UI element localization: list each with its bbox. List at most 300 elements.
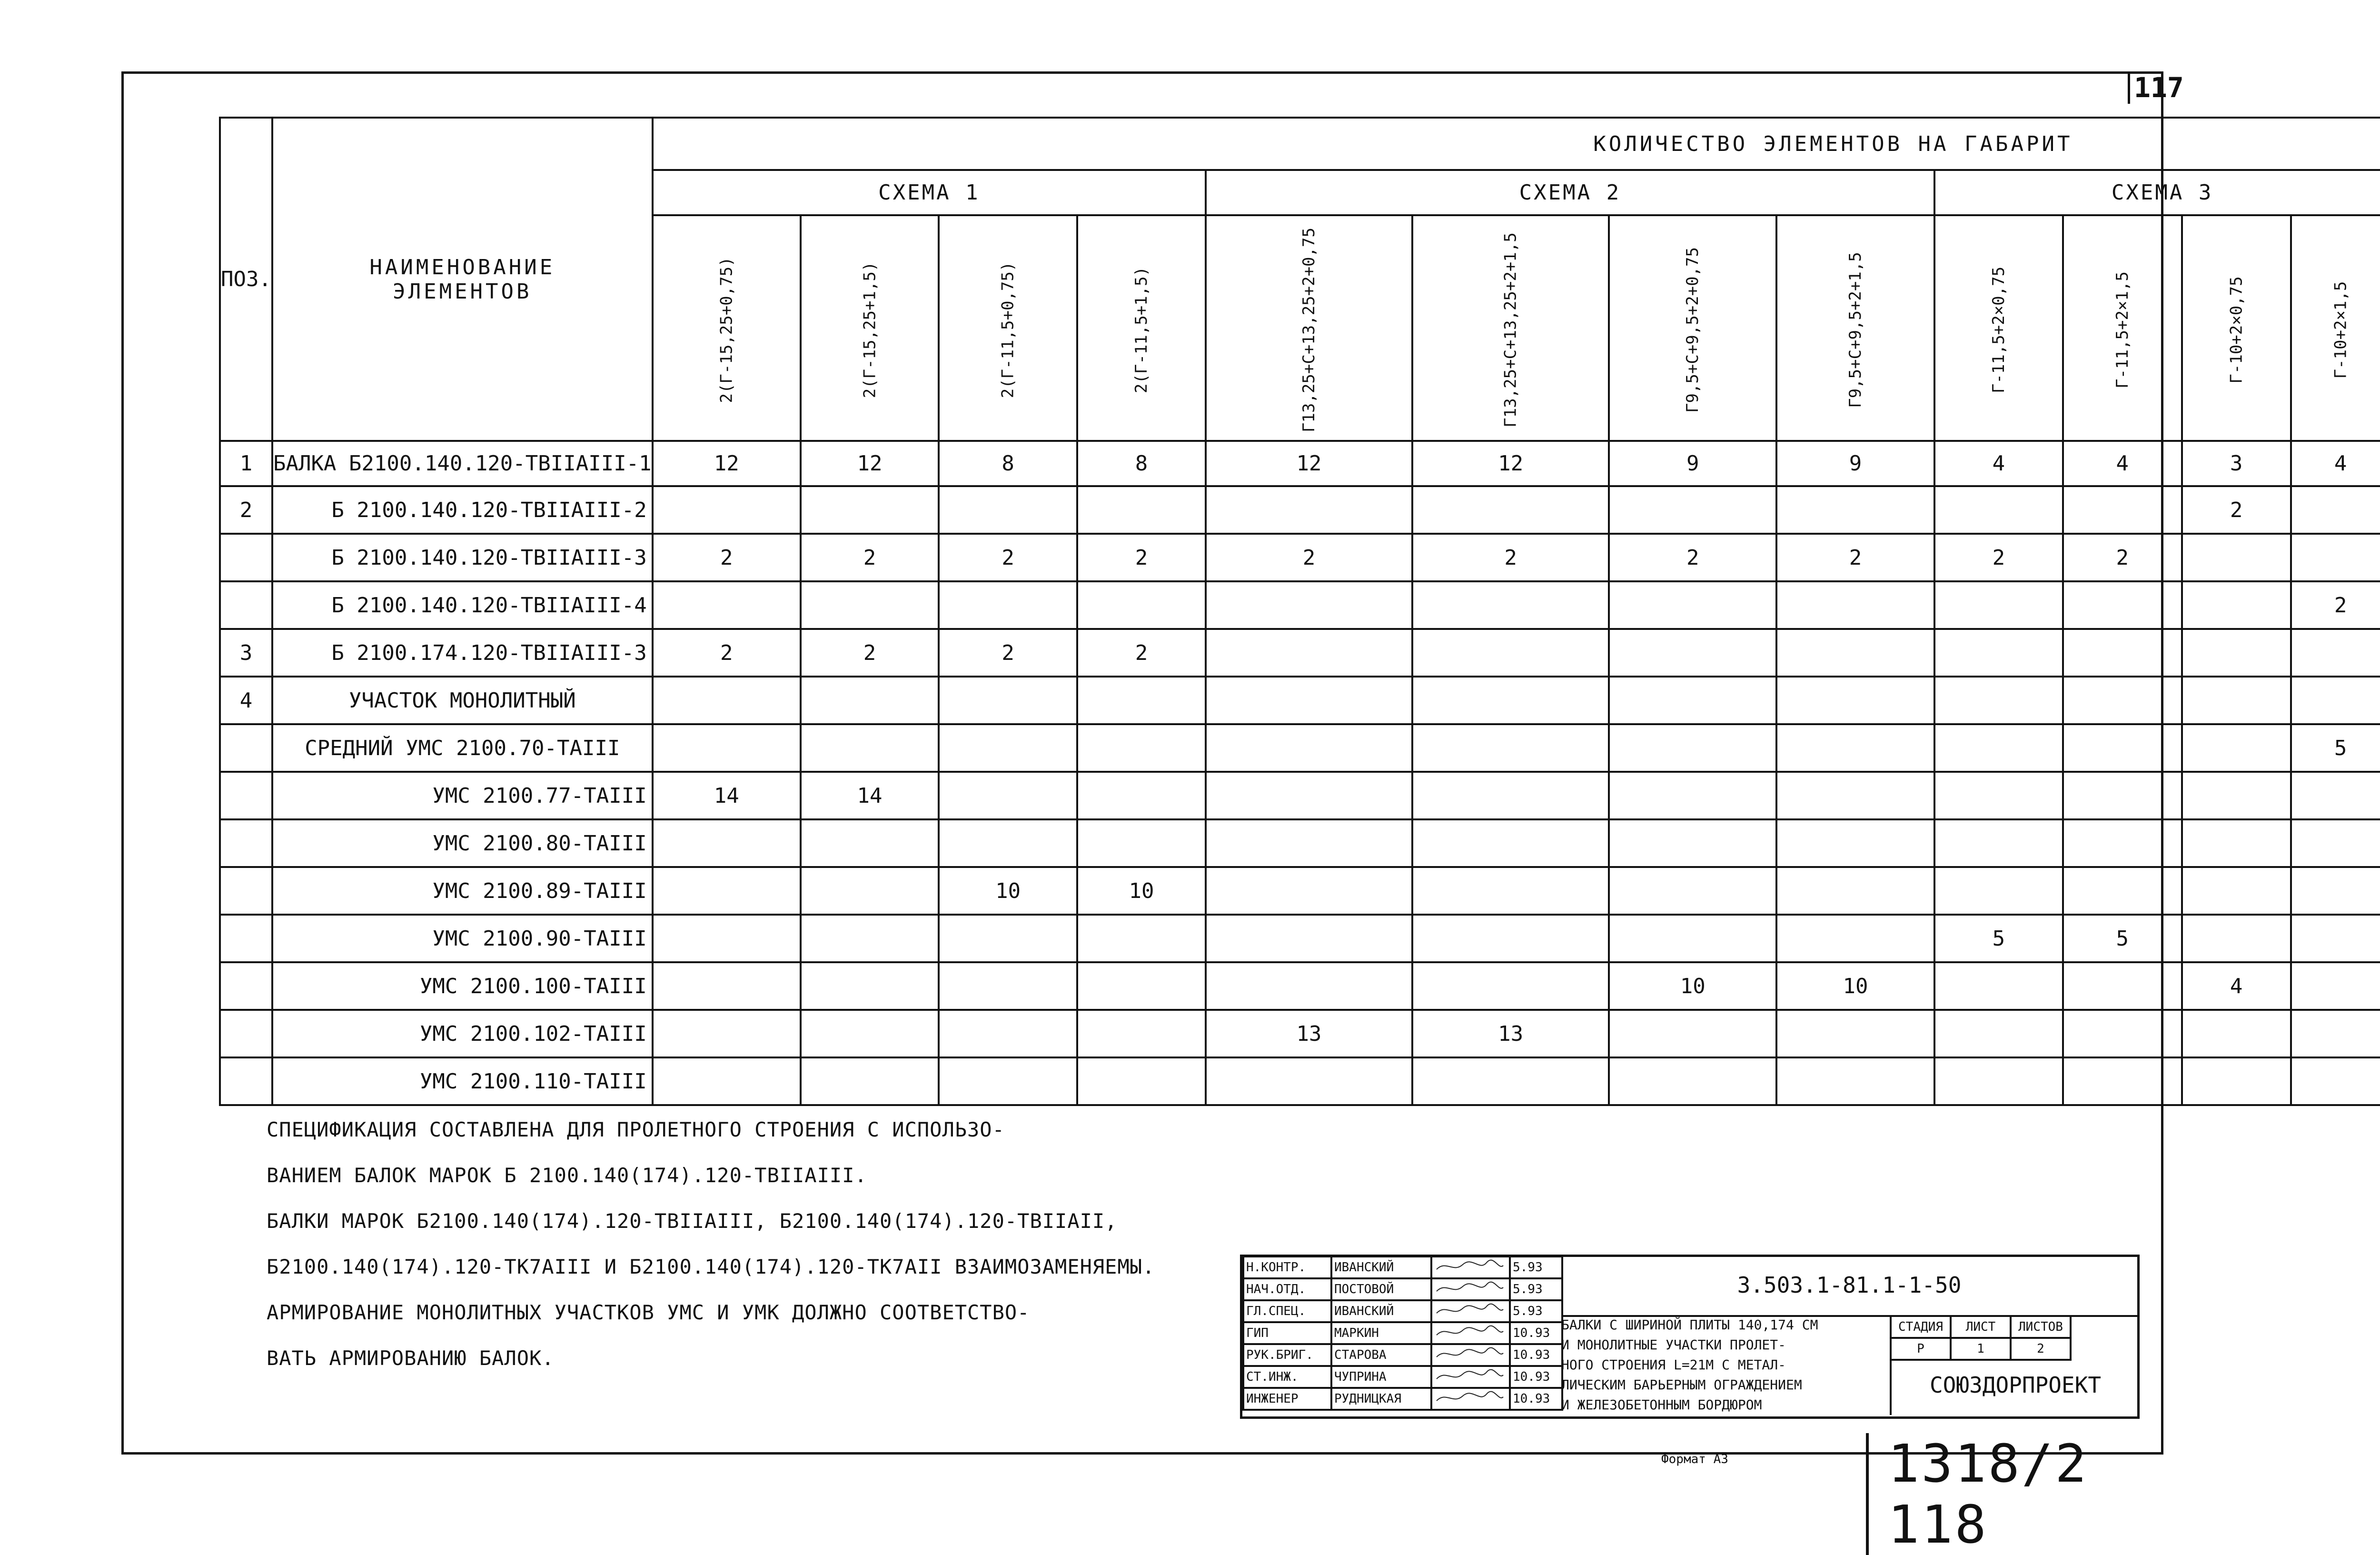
signature-scribble	[1434, 1390, 1506, 1405]
table-row	[220, 915, 2380, 962]
column-header	[2063, 215, 2182, 441]
count-cell: 2	[653, 534, 801, 581]
signer-row	[1243, 1256, 1562, 1278]
count-cell	[2182, 1057, 2291, 1105]
count-cell	[2291, 819, 2380, 867]
signer-date: 5.93	[1510, 1278, 1562, 1300]
count-cell: 2	[2182, 486, 2291, 534]
count-cell	[1077, 962, 1206, 1010]
count-cell	[2063, 486, 2182, 534]
row-name: УМС 2100.110-ТАIII	[272, 1057, 653, 1105]
title-line: ЛИЧЕСКИМ БАРЬЕРНЫМ ОГРАЖДЕНИЕМ	[1561, 1377, 1802, 1393]
count-cell	[801, 867, 939, 915]
count-cell	[1077, 724, 1206, 772]
count-cell	[1609, 1010, 1776, 1057]
count-cell	[939, 724, 1077, 772]
row-pos	[220, 1010, 272, 1057]
format-label: Формат А3	[1661, 1452, 1728, 1466]
count-cell	[653, 724, 801, 772]
note-line: СПЕЦИФИКАЦИЯ СОСТАВЛЕНА ДЛЯ ПРОЛЕТНОГО СТРОЕНИЯ С ИСПОЛЬЗО-	[267, 1118, 1005, 1141]
signer-date: 10.93	[1510, 1388, 1562, 1410]
signer-role: ГИП	[1243, 1322, 1331, 1344]
count-cell: 2	[1077, 534, 1206, 581]
count-cell	[653, 486, 801, 534]
table-row	[220, 441, 2380, 486]
count-cell	[939, 1010, 1077, 1057]
column-header-text: Г9,5+С+9,5+2+1,5	[1846, 251, 1865, 408]
count-cell	[2182, 1010, 2291, 1057]
count-cell	[1206, 581, 1412, 629]
sheet-number: 1318/2 118	[1866, 1433, 2176, 1555]
count-cell: 4	[2291, 441, 2380, 486]
column-header-text: Г-10+2×0,75	[2227, 276, 2246, 384]
count-cell	[1776, 915, 1934, 962]
count-cell: 2	[939, 629, 1077, 677]
row-name: УМС 2100.77-ТАIII	[272, 772, 653, 819]
count-cell	[1776, 581, 1934, 629]
row-name: УЧАСТОК МОНОЛИТНЫЙ	[272, 677, 653, 724]
signer-role: ГЛ.СПЕЦ.	[1243, 1300, 1331, 1322]
signer-name: РУДНИЦКАЯ	[1331, 1388, 1431, 1410]
count-cell	[2291, 962, 2380, 1010]
scheme-1-header: СХЕМА 1	[653, 170, 1206, 215]
stage-label: СТАДИЯ	[1891, 1316, 1951, 1338]
count-cell	[1206, 962, 1412, 1010]
count-cell	[2063, 677, 2182, 724]
title-line: БАЛКИ С ШИРИНОЙ ПЛИТЫ 140,174 СМ	[1561, 1317, 1818, 1333]
count-cell	[2182, 915, 2291, 962]
column-header	[2182, 215, 2291, 441]
count-cell	[801, 962, 939, 1010]
table-row	[220, 867, 2380, 915]
count-cell: 5	[2063, 915, 2182, 962]
count-cell	[653, 962, 801, 1010]
count-cell: 2	[1412, 534, 1609, 581]
table-row	[220, 819, 2380, 867]
count-cell: 10	[1776, 962, 1934, 1010]
count-cell	[2182, 724, 2291, 772]
count-cell	[1412, 724, 1609, 772]
title-line: НОГО СТРОЕНИЯ L=21М С МЕТАЛ-	[1561, 1357, 1786, 1373]
table-row	[220, 724, 2380, 772]
count-cell	[1934, 819, 2063, 867]
title-line: И ЖЕЛЕЗОБЕТОННЫМ БОРДЮРОМ	[1561, 1397, 1762, 1413]
count-cell	[1077, 1057, 1206, 1105]
count-cell	[801, 724, 939, 772]
signer-date: 10.93	[1510, 1344, 1562, 1366]
count-cell	[2063, 629, 2182, 677]
column-header	[1609, 215, 1776, 441]
count-cell	[1934, 677, 2063, 724]
count-cell	[801, 677, 939, 724]
name-header: НАИМЕНОВАНИЕ ЭЛЕМЕНТОВ	[272, 118, 653, 441]
signer-date: 10.93	[1510, 1322, 1562, 1344]
count-cell	[2063, 581, 2182, 629]
count-cell: 2	[653, 629, 801, 677]
count-cell	[1412, 1057, 1609, 1105]
stage-table	[1890, 1315, 2072, 1361]
count-cell: 2	[2291, 581, 2380, 629]
count-cell	[939, 772, 1077, 819]
signer-date: 5.93	[1510, 1256, 1562, 1278]
count-cell: 2	[1609, 534, 1776, 581]
row-name: БАЛКА Б2100.140.120-ТВIIАIII-1	[272, 441, 653, 486]
count-cell: 13	[1206, 1010, 1412, 1057]
count-cell	[1412, 915, 1609, 962]
column-header-text: Г13,25+С+13,25+2+1,5	[1501, 232, 1520, 428]
row-pos	[220, 724, 272, 772]
table-row	[220, 534, 2380, 581]
count-cell	[1934, 772, 2063, 819]
signature	[1431, 1256, 1510, 1278]
table-row	[220, 1057, 2380, 1105]
count-cell	[2291, 677, 2380, 724]
count-cell: 4	[2182, 962, 2291, 1010]
count-cell	[653, 1010, 801, 1057]
count-cell	[939, 819, 1077, 867]
count-cell	[2291, 486, 2380, 534]
count-cell	[1609, 819, 1776, 867]
count-cell	[1609, 1057, 1776, 1105]
signer-row	[1243, 1278, 1562, 1300]
count-cell: 4	[2063, 441, 2182, 486]
count-cell	[2291, 1057, 2380, 1105]
signature	[1431, 1344, 1510, 1366]
count-cell: 12	[801, 441, 939, 486]
count-cell	[2291, 772, 2380, 819]
column-header-text: 2(Г-11,5+1,5)	[1131, 266, 1151, 393]
count-cell: 8	[1077, 441, 1206, 486]
column-header	[801, 215, 939, 441]
count-cell	[1412, 962, 1609, 1010]
note-line: БАЛКИ МАРОК Б2100.140(174).120-ТВIIАIII, Б2100.140(174).120-ТВIIАII,	[267, 1209, 1118, 1233]
count-cell	[1609, 677, 1776, 724]
column-header	[1206, 215, 1412, 441]
count-cell	[1934, 724, 2063, 772]
count-cell	[801, 581, 939, 629]
signer-role: Н.КОНТР.	[1243, 1256, 1331, 1278]
column-header	[939, 215, 1077, 441]
count-cell	[1412, 629, 1609, 677]
count-cell: 2	[801, 629, 939, 677]
row-pos	[220, 819, 272, 867]
column-header-text: Г-11,5+2×1,5	[2112, 271, 2132, 389]
count-cell	[1776, 724, 1934, 772]
sheets-value: 2	[2011, 1338, 2071, 1360]
count-cell	[1412, 819, 1609, 867]
count-cell	[939, 962, 1077, 1010]
count-cell	[1934, 962, 2063, 1010]
count-cell	[653, 1057, 801, 1105]
column-header	[2291, 215, 2380, 441]
count-cell	[1609, 486, 1776, 534]
column-header	[1934, 215, 2063, 441]
row-pos	[220, 962, 272, 1010]
signer-date: 5.93	[1510, 1300, 1562, 1322]
count-cell	[1776, 677, 1934, 724]
count-cell	[2291, 915, 2380, 962]
count-cell	[1609, 629, 1776, 677]
count-cell	[1934, 1010, 2063, 1057]
signer-role: РУК.БРИГ.	[1243, 1344, 1331, 1366]
count-cell	[1609, 867, 1776, 915]
signature-scribble	[1434, 1259, 1506, 1273]
row-name: Б 2100.140.120-ТВIIАIII-4	[272, 581, 653, 629]
count-cell: 10	[939, 867, 1077, 915]
count-cell: 9	[1609, 441, 1776, 486]
count-cell	[1206, 1057, 1412, 1105]
column-header	[1776, 215, 1934, 441]
column-header-text: Г13,25+С+13,25+2+0,75	[1299, 227, 1319, 432]
count-cell	[2182, 867, 2291, 915]
count-cell	[1776, 1057, 1934, 1105]
count-cell	[801, 819, 939, 867]
count-cell	[1206, 915, 1412, 962]
row-pos	[220, 534, 272, 581]
note-line: Б2100.140(174).120-ТК7АIII И Б2100.140(174).120-ТК7АII ВЗАИМОЗАМЕНЯЕМЫ.	[267, 1255, 1155, 1278]
count-cell	[1077, 915, 1206, 962]
count-cell: 13	[1412, 1010, 1609, 1057]
count-cell	[939, 677, 1077, 724]
signature	[1431, 1366, 1510, 1388]
signer-name: ИВАНСКИЙ	[1331, 1256, 1431, 1278]
count-cell	[2182, 581, 2291, 629]
specification-table	[219, 117, 2380, 1106]
count-cell	[1077, 486, 1206, 534]
count-cell	[2063, 867, 2182, 915]
count-cell	[1934, 629, 2063, 677]
count-cell	[1776, 819, 1934, 867]
count-cell	[2182, 534, 2291, 581]
count-cell	[2182, 677, 2291, 724]
count-cell	[1077, 677, 1206, 724]
note-line: ВАТЬ АРМИРОВАНИЮ БАЛОК.	[267, 1346, 555, 1370]
count-cell	[2063, 724, 2182, 772]
signature-scribble	[1434, 1346, 1506, 1361]
row-pos: 4	[220, 677, 272, 724]
count-cell	[1776, 1010, 1934, 1057]
column-header-text: Г-10+2×1,5	[2331, 281, 2350, 379]
count-cell	[2182, 819, 2291, 867]
signer-name: СТАРОВА	[1331, 1344, 1431, 1366]
count-cell	[801, 915, 939, 962]
count-cell	[1206, 486, 1412, 534]
note-line: ВАНИЕМ БАЛОК МАРОК Б 2100.140(174).120-ТВIIАIII.	[267, 1164, 867, 1187]
count-cell: 12	[653, 441, 801, 486]
count-cell: 5	[1934, 915, 2063, 962]
count-cell	[1077, 581, 1206, 629]
row-pos	[220, 772, 272, 819]
signer-name: ЧУПРИНА	[1331, 1366, 1431, 1388]
count-cell	[2291, 629, 2380, 677]
count-cell: 10	[1609, 962, 1776, 1010]
signer-row	[1243, 1366, 1562, 1388]
sheet-label: ЛИСТ	[1951, 1316, 2011, 1338]
row-name: Б 2100.174.120-ТВIIАIII-3	[272, 629, 653, 677]
count-cell	[1934, 867, 2063, 915]
count-cell	[1934, 486, 2063, 534]
signer-row	[1243, 1388, 1562, 1410]
count-cell	[1412, 867, 1609, 915]
signature	[1431, 1322, 1510, 1344]
count-cell: 8	[939, 441, 1077, 486]
signatures-table	[1242, 1256, 1563, 1411]
count-cell: 14	[653, 772, 801, 819]
count-cell	[2182, 629, 2291, 677]
count-cell	[1609, 724, 1776, 772]
stage-value: Р	[1891, 1338, 1951, 1360]
count-cell: 9	[1776, 441, 1934, 486]
count-cell	[1609, 915, 1776, 962]
table-row	[220, 772, 2380, 819]
count-cell: 2	[2063, 534, 2182, 581]
count-cell: 2	[1077, 629, 1206, 677]
signature	[1431, 1278, 1510, 1300]
count-cell	[1776, 486, 1934, 534]
count-cell	[939, 581, 1077, 629]
count-cell	[1934, 1057, 2063, 1105]
row-name: Б 2100.140.120-ТВIIАIII-3	[272, 534, 653, 581]
title-line: И МОНОЛИТНЫЕ УЧАСТКИ ПРОЛЕТ-	[1561, 1337, 1786, 1353]
column-header	[1077, 215, 1206, 441]
column-header	[1412, 215, 1609, 441]
column-header-text: 2(Г-11,5+0,75)	[998, 261, 1018, 398]
count-cell	[1412, 486, 1609, 534]
count-header: КОЛИЧЕСТВО ЭЛЕМЕНТОВ НА ГАБАРИТ	[653, 118, 2380, 170]
sheet-value: 1	[1951, 1338, 2011, 1360]
count-cell: 2	[939, 534, 1077, 581]
row-pos	[220, 1057, 272, 1105]
signer-name: МАРКИН	[1331, 1322, 1431, 1344]
count-cell: 2	[1934, 534, 2063, 581]
count-cell	[939, 915, 1077, 962]
signature	[1431, 1300, 1510, 1322]
count-cell	[2063, 1010, 2182, 1057]
count-cell	[939, 1057, 1077, 1105]
row-name: УМС 2100.89-ТАIII	[272, 867, 653, 915]
count-cell	[2182, 772, 2291, 819]
signer-role: НАЧ.ОТД.	[1243, 1278, 1331, 1300]
count-cell	[801, 1010, 939, 1057]
count-cell	[2063, 962, 2182, 1010]
count-cell	[1206, 867, 1412, 915]
count-cell	[1412, 772, 1609, 819]
count-cell	[2063, 819, 2182, 867]
count-cell: 12	[1206, 441, 1412, 486]
count-cell	[2063, 1057, 2182, 1105]
table-row	[220, 581, 2380, 629]
row-pos: 2	[220, 486, 272, 534]
count-cell	[2291, 534, 2380, 581]
scheme-2-header: СХЕМА 2	[1206, 170, 1934, 215]
column-header-text: Г-11,5+2×0,75	[1989, 266, 2008, 393]
signer-date: 10.93	[1510, 1366, 1562, 1388]
signature-scribble	[1434, 1368, 1506, 1383]
count-cell	[2291, 1010, 2380, 1057]
count-cell: 2	[1776, 534, 1934, 581]
column-header-text: 2(Г-15,25+0,75)	[717, 256, 736, 403]
count-cell	[1077, 1010, 1206, 1057]
row-pos	[220, 867, 272, 915]
count-cell	[1206, 819, 1412, 867]
row-pos	[220, 581, 272, 629]
page-number: 117	[2128, 71, 2184, 104]
count-cell: 3	[2182, 441, 2291, 486]
count-cell	[2291, 867, 2380, 915]
row-name: СРЕДНИЙ УМС 2100.70-ТАIII	[272, 724, 653, 772]
signature-scribble	[1434, 1281, 1506, 1295]
count-cell: 5	[2291, 724, 2380, 772]
pos-header: ПОЗ.	[220, 118, 272, 441]
count-cell	[1077, 772, 1206, 819]
note-line: АРМИРОВАНИЕ МОНОЛИТНЫХ УЧАСТКОВ УМС И УМК ДОЛЖНО СООТВЕТСТВО-	[267, 1301, 1030, 1324]
signer-row	[1243, 1300, 1562, 1322]
count-cell	[1776, 629, 1934, 677]
count-cell	[1609, 772, 1776, 819]
count-cell	[1412, 581, 1609, 629]
signer-role: СТ.ИНЖ.	[1243, 1366, 1331, 1388]
count-cell	[1412, 677, 1609, 724]
table-row	[220, 962, 2380, 1010]
count-cell: 2	[801, 534, 939, 581]
signer-name: ИВАНСКИЙ	[1331, 1300, 1431, 1322]
count-cell	[653, 915, 801, 962]
signer-role: ИНЖЕНЕР	[1243, 1388, 1331, 1410]
signer-row	[1243, 1322, 1562, 1344]
row-name: УМС 2100.102-ТАIII	[272, 1010, 653, 1057]
count-cell	[1776, 867, 1934, 915]
signer-row	[1243, 1344, 1562, 1366]
sheets-label: ЛИСТОВ	[2011, 1316, 2071, 1338]
row-pos: 3	[220, 629, 272, 677]
document-title	[1561, 1315, 1890, 1415]
row-pos	[220, 915, 272, 962]
count-cell	[1776, 772, 1934, 819]
table-row	[220, 486, 2380, 534]
count-cell	[1206, 677, 1412, 724]
spec-notes	[267, 1107, 1155, 1381]
count-cell: 10	[1077, 867, 1206, 915]
organization: СОЮЗДОРПРОЕКТ	[1890, 1355, 2139, 1415]
scheme-3-header: СХЕМА 3	[1934, 170, 2380, 215]
column-header	[653, 215, 801, 441]
signature-scribble	[1434, 1303, 1506, 1317]
column-header-text: Г9,5+С+9,5+2+0,75	[1683, 247, 1703, 413]
row-name: УМС 2100.80-ТАIII	[272, 819, 653, 867]
count-cell	[939, 486, 1077, 534]
signature	[1431, 1388, 1510, 1410]
column-header-text: 2(Г-15,25+1,5)	[860, 261, 880, 398]
count-cell: 14	[801, 772, 939, 819]
table-row	[220, 677, 2380, 724]
table-row	[220, 629, 2380, 677]
count-cell	[1206, 724, 1412, 772]
count-cell	[1206, 629, 1412, 677]
count-cell	[653, 677, 801, 724]
row-name: УМС 2100.90-ТАIII	[272, 915, 653, 962]
count-cell	[2063, 772, 2182, 819]
count-cell	[653, 581, 801, 629]
signer-name: ПОСТОВОЙ	[1331, 1278, 1431, 1300]
count-cell: 12	[1412, 441, 1609, 486]
count-cell	[801, 1057, 939, 1105]
count-cell	[1934, 581, 2063, 629]
row-pos: 1	[220, 441, 272, 486]
count-cell	[1077, 819, 1206, 867]
signature-scribble	[1434, 1325, 1506, 1339]
count-cell	[1609, 581, 1776, 629]
count-cell: 2	[1206, 534, 1412, 581]
